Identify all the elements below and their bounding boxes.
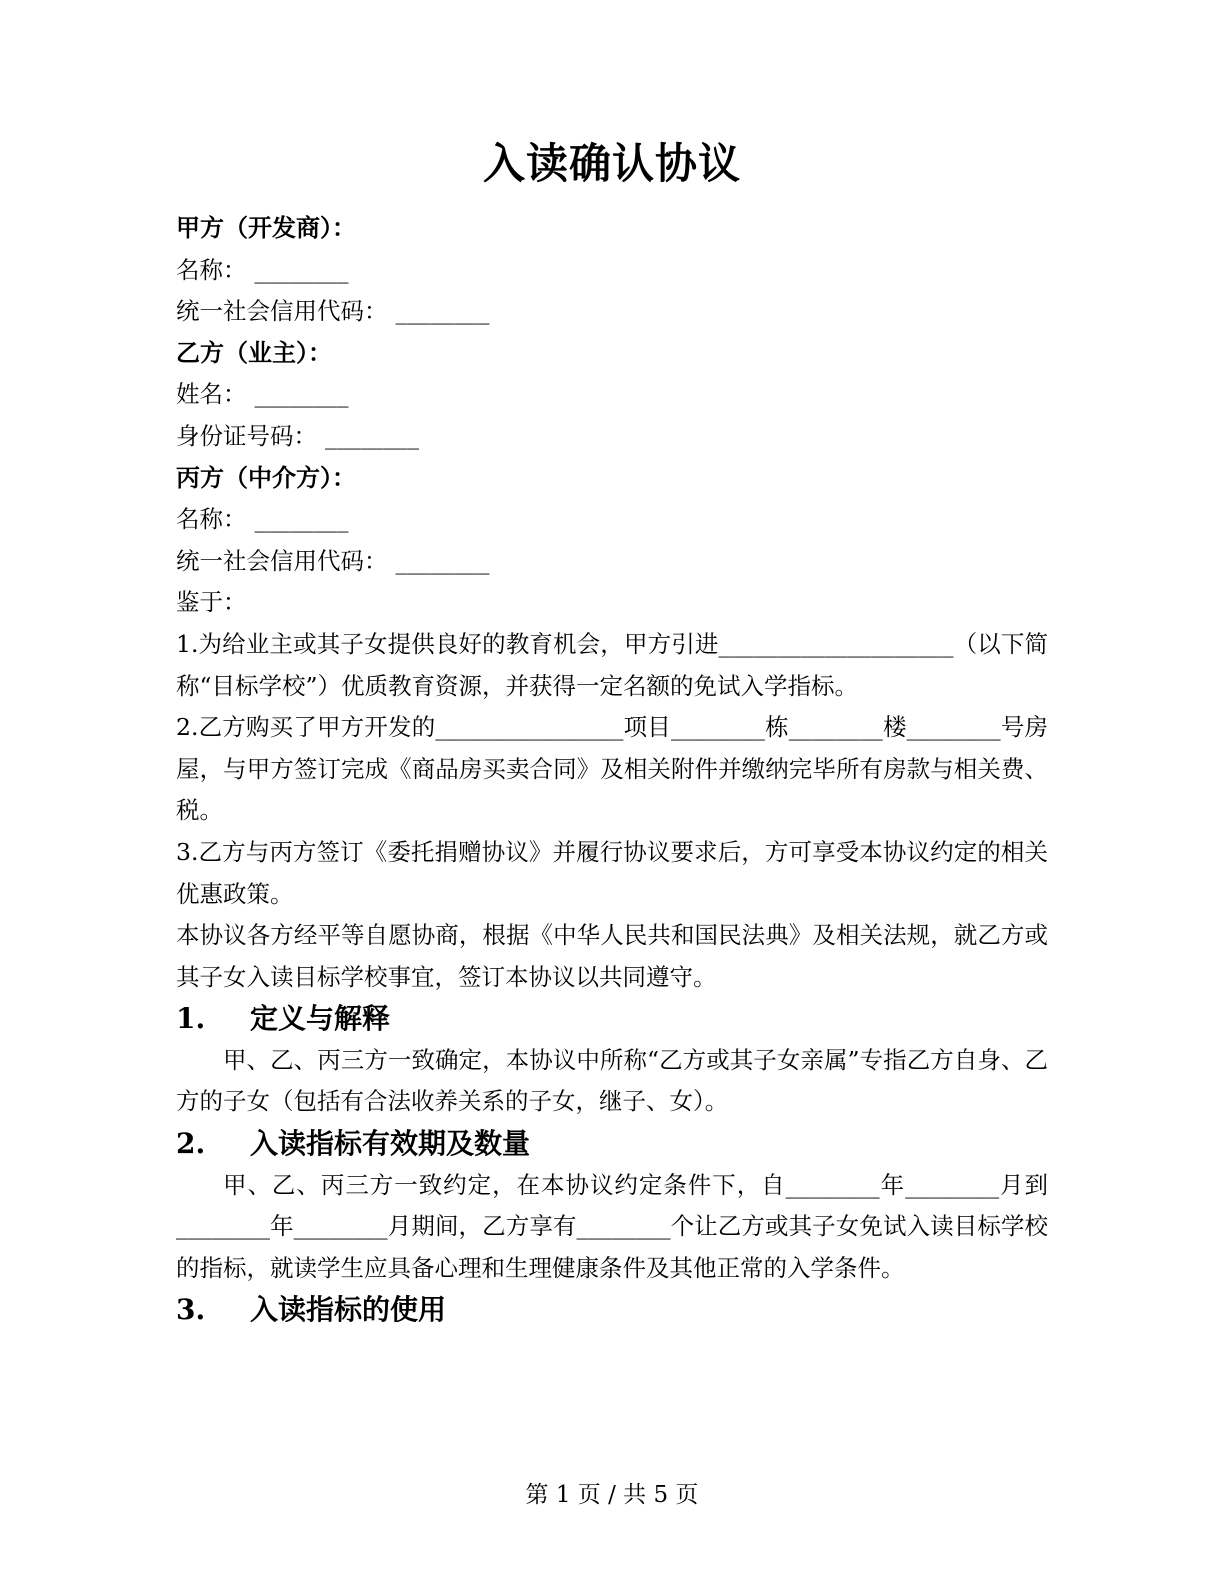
party-c-credit-code-label: 统一社会信用代码： xyxy=(176,546,388,575)
party-a-name-label: 名称： xyxy=(176,255,247,284)
section-2-heading-text: 入读指标有效期及数量 xyxy=(250,1127,531,1161)
party-b-id-number-label: 身份证号码： xyxy=(176,421,317,450)
section-1-heading-text: 定义与解释 xyxy=(250,1002,391,1036)
section-3-heading-text: 入读指标的使用 xyxy=(250,1293,447,1327)
party-c-name-row xyxy=(176,499,1048,541)
document-title: 入读确认协议 xyxy=(482,139,741,188)
section-2-number: 2. xyxy=(176,1127,206,1161)
section-3-number: 3. xyxy=(176,1293,206,1327)
party-b-name-row xyxy=(176,374,1048,416)
section-2-paragraph: 甲、乙、丙三方一致约定，在本协议约定条件下，自________年________月到________年________月期间，乙方享有________个让乙方或其子女免试入读目标学校的指标，就读学生应具备心理和生理健康条件及其他正常的入学条件。 xyxy=(176,1170,1048,1282)
party-a-heading: 甲方（开发商）： xyxy=(176,214,356,242)
party-a-credit-code-label: 统一社会信用代码： xyxy=(176,297,388,326)
section-2-heading xyxy=(176,1123,1048,1165)
recitals-lead: 鉴于： xyxy=(176,588,247,617)
party-a-name-row xyxy=(176,250,1048,292)
section-3-heading xyxy=(176,1289,1048,1331)
party-a-credit-code-row xyxy=(176,291,1048,333)
section-1-heading xyxy=(176,998,1048,1040)
party-b-name-label: 姓名： xyxy=(176,380,247,409)
recital-item-1: 1.为给业主或其子女提供良好的教育机会，甲方引进____________________（以下简称“目标学校”）优质教育资源，并获得一定名额的免试入学指标。 xyxy=(176,629,1048,700)
party-c-credit-code-blank: ________ xyxy=(395,546,490,575)
party-c-credit-code-row xyxy=(176,541,1048,583)
recitals-basis: 本协议各方经平等自愿协商，根据《中华人民共和国民法典》及相关法规，就乙方或其子女入读目标学校事宜，签订本协议以共同遵守。 xyxy=(176,921,1048,991)
party-a-credit-code-blank: ________ xyxy=(395,297,490,326)
recital-item-2: 2.乙方购买了甲方开发的________________项目________栋________楼________号房屋，与甲方签订完成《商品房买卖合同》及相关附件并缴纳完毕所有房款与相关费、税。 xyxy=(176,713,1048,825)
page-footer: 第 1 页 / 共 5 页 xyxy=(525,1482,699,1508)
party-c-heading: 丙方（中介方）： xyxy=(176,463,356,492)
party-b-id-number-row xyxy=(176,416,1048,458)
party-b-heading: 乙方（业主）： xyxy=(176,338,332,367)
section-1-number: 1. xyxy=(176,1002,206,1036)
party-b-id-number-blank: ________ xyxy=(325,421,419,450)
recital-item-3: 3.乙方与丙方签订《委托捐赠协议》并履行协议要求后，方可享受本协议约定的相关优惠政策。 xyxy=(176,837,1048,908)
party-a-name-blank: ________ xyxy=(254,255,349,284)
section-1-paragraph: 甲、乙、丙三方一致确定，本协议中所称“乙方或其子女亲属”专指乙方自身、乙方的子女（包括有合法收养关系的子女，继子、女）。 xyxy=(176,1045,1048,1116)
party-b-name-blank: ________ xyxy=(254,380,349,409)
party-c-name-blank: ________ xyxy=(254,505,349,534)
party-c-name-label: 名称： xyxy=(176,505,247,534)
